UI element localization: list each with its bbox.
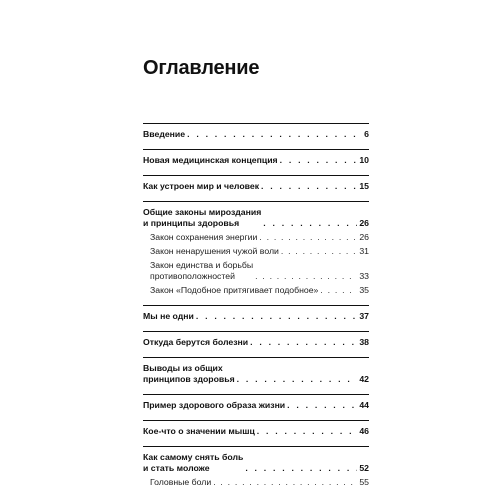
toc-entry[interactable] (143, 181, 369, 192)
dot-leader (187, 129, 362, 140)
toc-subentry[interactable] (143, 260, 369, 282)
toc-entry-title: Как устроен мир и человек (143, 181, 260, 191)
toc-entry-title: Закон ненарушения чужой воли (150, 246, 279, 256)
toc-block (143, 155, 369, 175)
toc-separator (143, 446, 369, 447)
toc-separator (143, 394, 369, 395)
toc-subentry[interactable] (143, 477, 369, 488)
toc-entry[interactable] (143, 400, 369, 411)
dot-leader (250, 337, 357, 348)
toc-page-number: 10 (359, 155, 369, 165)
dot-leader (261, 181, 357, 192)
page-title: Оглавление (143, 57, 260, 79)
toc-separator (143, 357, 369, 358)
toc-page-number: 15 (359, 181, 369, 191)
toc-entry-title: Закон единства и борьбы противоположностей (150, 260, 254, 281)
toc-subentry[interactable] (143, 246, 369, 257)
toc-page-number: 55 (359, 477, 369, 487)
toc-entry-title: Мы не одни (143, 311, 194, 321)
dot-leader (287, 400, 357, 411)
toc-page-number: 26 (359, 232, 369, 242)
toc-entry-title: Закон «Подобное притягивает подобное» (150, 285, 319, 295)
toc-page-number: 33 (359, 271, 369, 281)
toc-entry[interactable] (143, 311, 369, 322)
toc-entry-title: Как самому снять боль и стать моложе (143, 452, 244, 473)
toc-entry-title: Головные боли (150, 477, 212, 487)
dot-leader (280, 155, 358, 166)
toc-block (143, 426, 369, 446)
dot-leader (257, 426, 358, 437)
toc-page-number: 26 (359, 218, 369, 228)
toc-entry-title: Кое-что о значении мышц (143, 426, 255, 436)
toc-page-number: 46 (359, 426, 369, 436)
toc-separator (143, 123, 369, 124)
toc-separator (143, 175, 369, 176)
toc-entry-title: Закон сохранения энергии (150, 232, 258, 242)
toc-block (143, 129, 369, 149)
toc-subentry[interactable] (143, 285, 369, 296)
toc-block (143, 207, 369, 305)
toc-entry-title: Новая медицинская концепция (143, 155, 278, 165)
toc-page-number: 31 (359, 246, 369, 256)
toc-entry[interactable] (143, 155, 369, 166)
toc-page-number: 37 (359, 311, 369, 321)
toc-block (143, 363, 369, 394)
toc-block (143, 452, 369, 497)
dot-leader (263, 218, 357, 229)
toc-entry[interactable] (143, 207, 369, 229)
toc-entry-title: Выводы из общих принципов здоровья (143, 363, 235, 384)
toc-entry[interactable] (143, 452, 369, 474)
dot-leader (320, 285, 357, 296)
toc-page-number: 52 (359, 463, 369, 473)
toc-entry-title: Введение (143, 129, 186, 139)
toc-separator (143, 420, 369, 421)
dot-leader (196, 311, 357, 322)
dot-leader (255, 271, 357, 282)
toc-block (143, 337, 369, 357)
toc-block (143, 311, 369, 331)
dot-leader (259, 232, 357, 243)
table-of-contents (143, 123, 369, 497)
toc-entry-title: Откуда берутся болезни (143, 337, 249, 347)
toc-separator (143, 331, 369, 332)
toc-entry-title: Общие законы мироздания и принципы здоровья (143, 207, 262, 228)
toc-entry[interactable] (143, 363, 369, 385)
toc-separator (143, 201, 369, 202)
toc-page-number: 42 (359, 374, 369, 384)
toc-block (143, 400, 369, 420)
toc-separator (143, 305, 369, 306)
toc-separator (143, 149, 369, 150)
dot-leader (237, 374, 358, 385)
dot-leader (213, 477, 357, 488)
dot-leader (245, 463, 357, 474)
toc-entry[interactable] (143, 129, 369, 140)
toc-entry-title: Пример здорового образа жизни (143, 400, 286, 410)
toc-page-number: 35 (359, 285, 369, 295)
toc-page-number: 38 (359, 337, 369, 347)
dot-leader (281, 246, 357, 257)
toc-entry[interactable] (143, 337, 369, 348)
toc-page-number: 6 (364, 129, 369, 139)
toc-entry[interactable] (143, 426, 369, 437)
toc-subentry[interactable] (143, 232, 369, 243)
toc-block (143, 181, 369, 201)
toc-page-number: 44 (359, 400, 369, 410)
